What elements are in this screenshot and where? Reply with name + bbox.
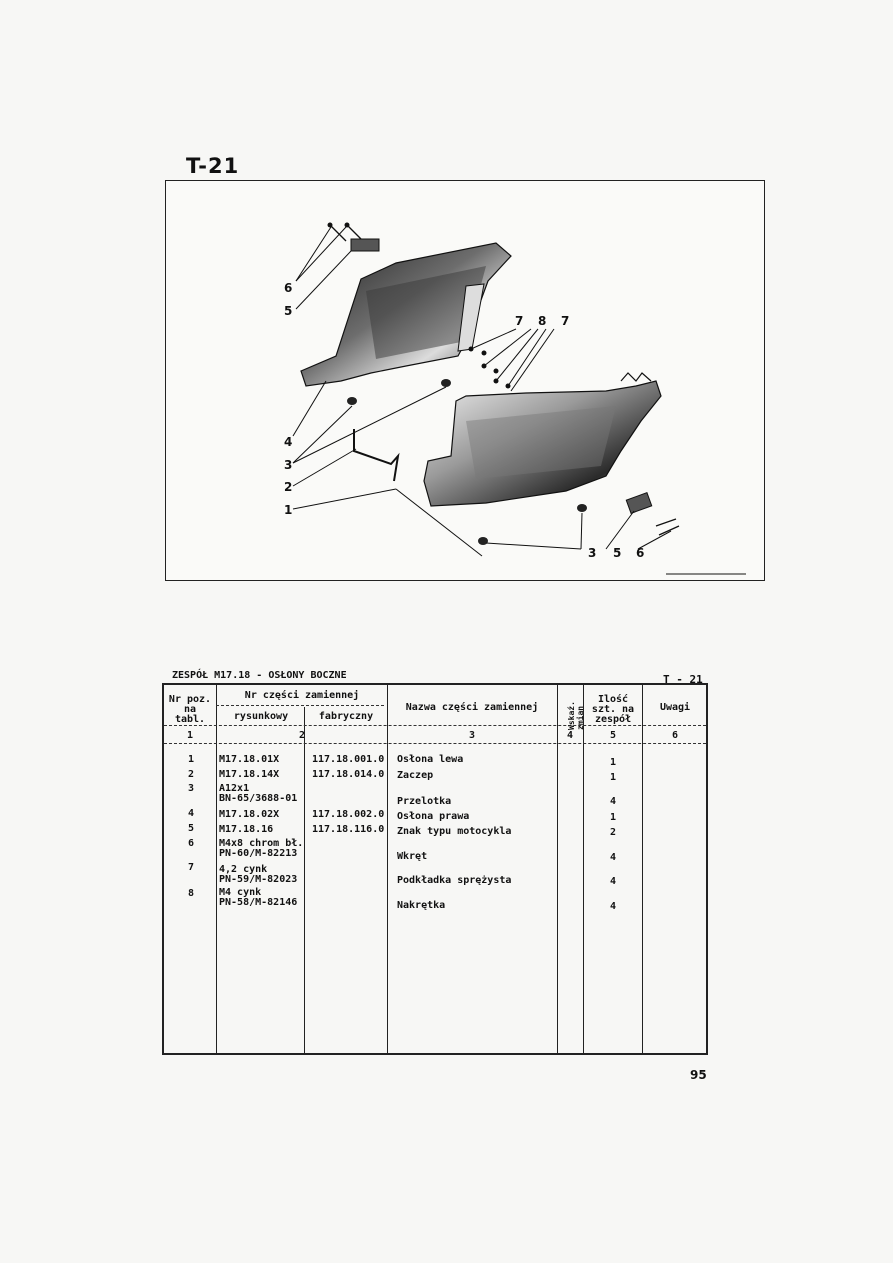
col-num-1: 1 bbox=[186, 730, 194, 741]
callout-1: 1 bbox=[284, 503, 293, 517]
col-num-2: 2 bbox=[298, 730, 306, 741]
row-pos: 3 bbox=[188, 783, 195, 794]
row-pos: 1 bbox=[188, 754, 195, 765]
row-pos: 8 bbox=[188, 888, 195, 899]
col-num-4: 4 bbox=[566, 730, 574, 741]
header-remarks: Uwagi bbox=[659, 702, 691, 713]
header-factory: fabryczny bbox=[318, 711, 374, 722]
row-drawing: M17.18.16 bbox=[219, 824, 274, 835]
row-qty: 1 bbox=[610, 772, 617, 783]
callout-3b: 3 bbox=[588, 546, 597, 560]
callout-7: 7 bbox=[515, 314, 524, 328]
row-qty: 1 bbox=[610, 757, 617, 768]
col-num-5: 5 bbox=[609, 730, 617, 741]
header-pos: Nr poz. na tabl. bbox=[168, 694, 212, 725]
callout-7b: 7 bbox=[561, 314, 570, 328]
grommet bbox=[478, 537, 488, 545]
row-name: Osłona prawa bbox=[397, 811, 470, 822]
row-drawing: M17.18.02X bbox=[219, 809, 280, 820]
row-qty: 1 bbox=[610, 812, 617, 823]
header-part-no: Nr części zamiennej bbox=[244, 690, 360, 701]
row-name: Osłona lewa bbox=[397, 754, 464, 765]
row-name: Podkładka sprężysta bbox=[397, 875, 512, 886]
row-drawing: M4 cynk PN-58/M-82146 bbox=[219, 887, 298, 908]
row-pos: 6 bbox=[188, 838, 195, 849]
row-factory: 117.18.001.0 bbox=[312, 754, 385, 765]
bracket bbox=[354, 429, 398, 481]
row-pos: 7 bbox=[188, 862, 195, 873]
badge-bottom bbox=[626, 493, 651, 514]
col-num-6: 6 bbox=[671, 730, 679, 741]
row-pos: 2 bbox=[188, 769, 195, 780]
row-drawing: M4x8 chrom bł. PN-60/M-82213 bbox=[219, 838, 304, 859]
row-name: Nakrętka bbox=[397, 900, 446, 911]
row-pos: 4 bbox=[188, 808, 195, 819]
row-name: Zaczep bbox=[397, 770, 434, 781]
header-change: Wskaź. zmian bbox=[567, 701, 585, 730]
callout-6b: 6 bbox=[636, 546, 645, 560]
header-drawing: rysunkowy bbox=[233, 711, 289, 722]
row-factory: 117.18.014.0 bbox=[312, 769, 385, 780]
row-name: Wkręt bbox=[397, 851, 428, 862]
row-qty: 4 bbox=[610, 876, 617, 887]
row-drawing: M17.18.01X bbox=[219, 754, 280, 765]
row-drawing: A12x1 BN-65/3688-01 bbox=[219, 783, 298, 804]
badge-top bbox=[351, 239, 379, 251]
grommet bbox=[347, 397, 357, 405]
row-name: Przelotka bbox=[397, 796, 452, 807]
header-name: Nazwa części zamiennej bbox=[405, 702, 539, 713]
row-qty: 4 bbox=[610, 796, 617, 807]
header-qty: Ilość szt. na zespół bbox=[591, 694, 635, 725]
table-title: ZESPÓŁ M17.18 - OSŁONY BOCZNE bbox=[172, 670, 347, 681]
callout-2: 2 bbox=[284, 480, 293, 494]
row-name: Znak typu motocykla bbox=[397, 826, 512, 837]
row-qty: 4 bbox=[610, 852, 617, 863]
callout-5b: 5 bbox=[613, 546, 622, 560]
callout-3: 3 bbox=[284, 458, 293, 472]
col-num-3: 3 bbox=[468, 730, 476, 741]
parts-table bbox=[162, 683, 708, 1055]
row-drawing: M17.18.14X bbox=[219, 769, 280, 780]
row-factory: 117.18.116.0 bbox=[312, 824, 385, 835]
page-number: 95 bbox=[690, 1068, 707, 1082]
callout-4: 4 bbox=[284, 435, 293, 449]
row-pos: 5 bbox=[188, 823, 195, 834]
grommet bbox=[577, 504, 587, 512]
row-factory: 117.18.002.0 bbox=[312, 809, 385, 820]
row-drawing: 4,2 cynk PN-59/M-82023 bbox=[219, 864, 298, 885]
row-qty: 4 bbox=[610, 901, 617, 912]
side-covers-drawing bbox=[166, 181, 764, 580]
callout-5: 5 bbox=[284, 304, 293, 318]
callout-6: 6 bbox=[284, 281, 293, 295]
page-label: T-21 bbox=[186, 154, 240, 178]
table-code: T - 21 bbox=[663, 673, 703, 686]
callout-8: 8 bbox=[538, 314, 547, 328]
exploded-view-figure bbox=[165, 180, 765, 581]
row-qty: 2 bbox=[610, 827, 617, 838]
grommet bbox=[441, 379, 451, 387]
